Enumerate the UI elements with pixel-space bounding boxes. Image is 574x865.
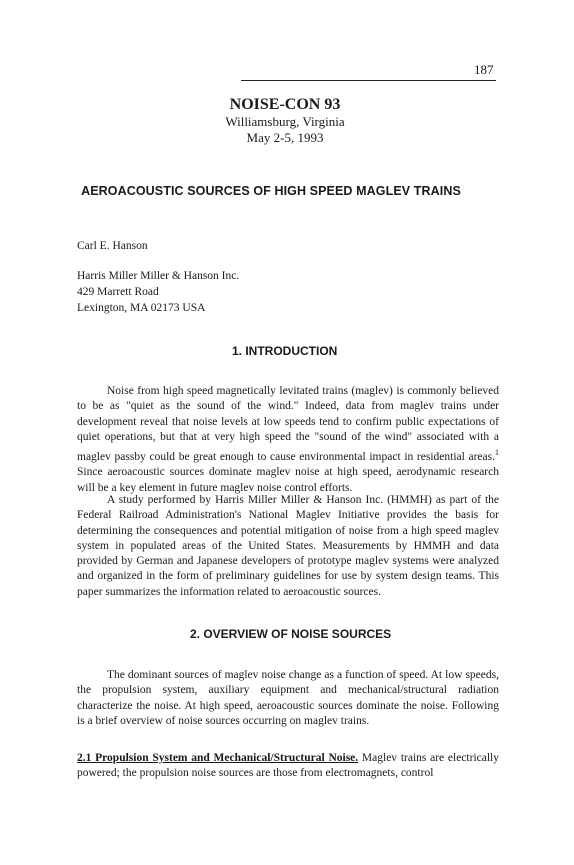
conference-dates: May 2-5, 1993 bbox=[246, 130, 324, 145]
subsection-text: Maglev trains are electrically powered; the propulsion noise sources are those from electromagnets, control bbox=[77, 752, 499, 780]
conference-block bbox=[150, 96, 420, 146]
author-affiliation: Harris Miller Miller & Hanson Inc. bbox=[77, 270, 240, 282]
paper-title: AEROACOUSTIC SOURCES OF HIGH SPEED MAGLEV TRAINS bbox=[81, 184, 461, 198]
conference-name: NOISE-CON 93 bbox=[229, 96, 341, 113]
intro-paragraph-1-end: Since aeroacoustic sources dominate maglev noise at high speed, aerodynamic research will be a key element in future maglev noise control efforts. bbox=[77, 466, 499, 494]
section-heading-overview-text: 2. OVERVIEW OF NOISE SOURCES bbox=[190, 627, 392, 641]
intro-paragraph-2-text: A study performed by Harris Miller Miller & Hanson Inc. (HMMH) as part of the Federal Railroad Administration's National Maglev Initiative provides the basis for determining the consequences and potential mitigation of noise from a high speed maglev system in populated areas of the United States. Measurements by HMMH and data provided by German and Japanese developers of prototype maglev systems were analyzed and organized in the form of preliminary guidelines for use by system design teams. This paper summarizes the information related to aeroacoustic sources. bbox=[77, 494, 499, 598]
page-number: 187 bbox=[474, 62, 494, 77]
subsection-paragraph bbox=[77, 751, 499, 782]
overview-paragraph-1-text: The dominant sources of maglev noise change as a function of speed. At low speeds, the propulsion system, auxiliary equipment and mechanical/structural radiation characterize the noise. At high speed, aeroacoustic sources dominate the noise. Following is a brief overview of noise sources occurring on maglev trains. bbox=[77, 669, 499, 727]
author-name: Carl E. Hanson bbox=[77, 240, 148, 252]
subsection-heading: 2.1 Propulsion System and Mechanical/Structural Noise. bbox=[77, 752, 359, 764]
conference-location: Williamsburg, Virginia bbox=[225, 114, 345, 129]
intro-paragraph-1 bbox=[77, 384, 499, 496]
section-heading-introduction-text: 1. INTRODUCTION bbox=[232, 344, 338, 358]
author-block bbox=[77, 238, 239, 316]
header-rule bbox=[241, 80, 496, 81]
intro-paragraph-1-text: Noise from high speed magnetically levitated trains (maglev) is commonly believed to be as "quiet as the sound of the wind." Indeed, data from maglev trains under development reveal that noise levels at low speeds tend to confirm public expectations of quiet operations, but that at very high speed the "sound of the wind" associated with a maglev passby could be great enough to cause environmental impact in residential areas. bbox=[77, 385, 499, 464]
reference-marker: 1 bbox=[495, 448, 499, 458]
author-street: 429 Marrett Road bbox=[77, 286, 159, 298]
overview-paragraph-1 bbox=[77, 668, 499, 729]
author-city: Lexington, MA 02173 USA bbox=[77, 302, 206, 314]
intro-paragraph-2 bbox=[77, 493, 499, 600]
